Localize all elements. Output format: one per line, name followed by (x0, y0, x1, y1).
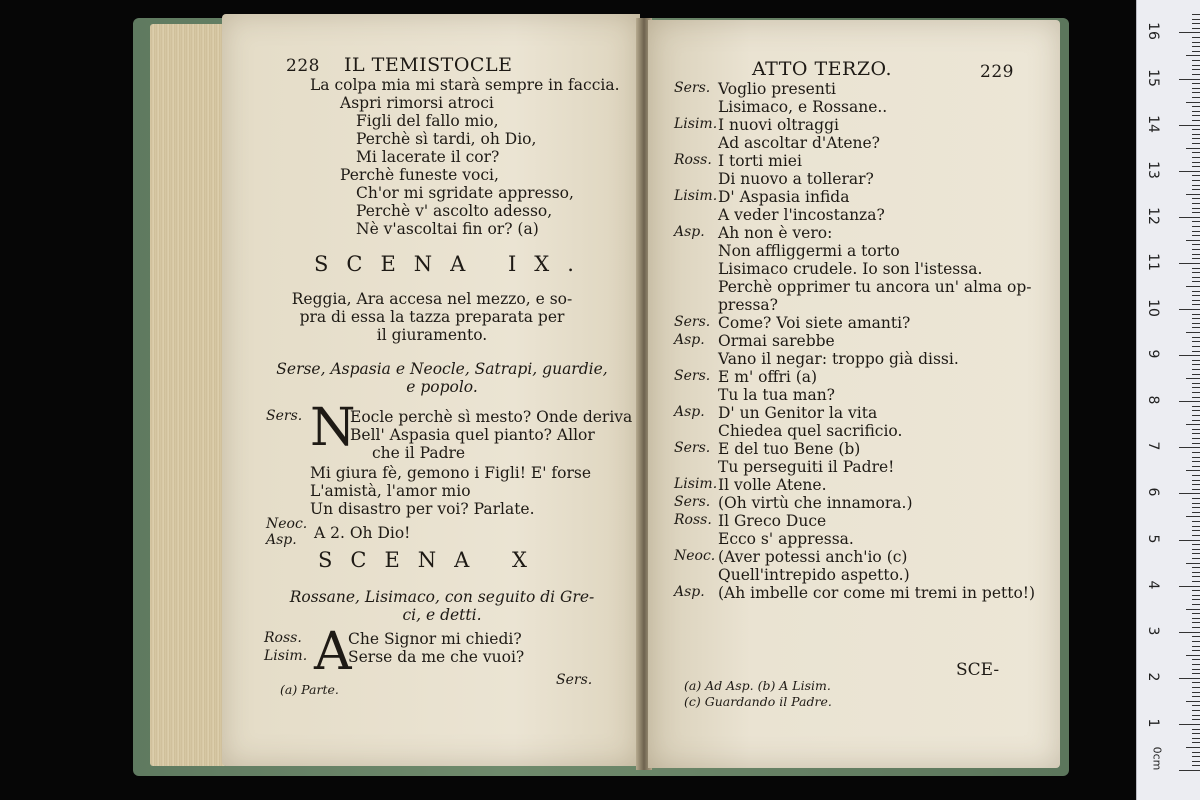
ruler-tick (1179, 79, 1200, 80)
ruler-tick (1192, 752, 1200, 753)
ruler-tick (1192, 318, 1200, 319)
ruler-tick (1192, 235, 1200, 236)
speech-line: Non affliggermi a torto (718, 242, 900, 260)
ruler-tick (1192, 162, 1200, 163)
speaker-label: Asp. (674, 332, 705, 348)
ruler-tick (1192, 622, 1200, 623)
ruler-tick (1179, 586, 1200, 587)
ruler-tick (1186, 747, 1200, 748)
ruler-tick (1192, 567, 1200, 568)
speech-line: (Oh virtù che innamora.) (718, 494, 913, 512)
speaker-label: Ross. (264, 630, 302, 646)
speech-line: Lisimaco, e Rossane.. (718, 98, 888, 116)
ruler-tick (1192, 696, 1200, 697)
speech-line: Ormai sarebbe (718, 332, 835, 350)
speech-line: (Aver potessi anch'io (c) (718, 548, 908, 566)
ruler-tick (1192, 761, 1200, 762)
ruler-tick (1186, 148, 1200, 149)
speaker-label: Lisim. (264, 648, 308, 664)
ruler-tick (1192, 19, 1200, 20)
page-edges (150, 24, 225, 766)
ruler-tick (1192, 226, 1200, 227)
ruler-tick (1192, 268, 1200, 269)
ruler-tick (1192, 92, 1200, 93)
speech-line: Chiedea quel sacrificio. (718, 422, 903, 440)
ruler-tick (1192, 74, 1200, 75)
ruler-tick (1179, 678, 1200, 679)
speech-line: Vano il negar: troppo già dissi. (718, 350, 959, 368)
ruler-tick (1192, 503, 1200, 504)
ruler-tick (1192, 475, 1200, 476)
ruler-tick (1192, 729, 1200, 730)
speech-line: D' un Genitor la vita (718, 404, 878, 422)
ruler-tick (1192, 452, 1200, 453)
ruler-tick (1179, 125, 1200, 126)
ruler-tick (1192, 314, 1200, 315)
ruler-tick (1192, 756, 1200, 757)
ruler-tick (1192, 650, 1200, 651)
speech-line: Mi giura fè, gemono i Figli! E' forse (310, 464, 592, 482)
ruler-tick (1186, 470, 1200, 471)
left-page-number: 228 (286, 56, 320, 76)
speaker-label: Ross. (674, 152, 712, 168)
ruler-tick (1192, 383, 1200, 384)
speaker-label: Asp. (674, 404, 705, 420)
speech-line: Il Greco Duce (718, 512, 827, 530)
speech-line: Di nuovo a tollerar? (718, 170, 874, 188)
ruler-tick (1192, 208, 1200, 209)
ruler-tick (1192, 512, 1200, 513)
aria-line: Mi lacerate il cor? (356, 148, 500, 166)
ruler-tick (1192, 258, 1200, 259)
ruler-tick (1186, 701, 1200, 702)
ruler-tick (1192, 28, 1200, 29)
ruler-tick (1192, 457, 1200, 458)
ruler-number: 1 (1145, 718, 1161, 728)
ruler-tick (1192, 327, 1200, 328)
ruler-number: 5 (1145, 534, 1161, 543)
ruler-tick (1186, 102, 1200, 103)
ruler-tick (1186, 55, 1200, 56)
ruler-tick (1192, 304, 1200, 305)
speech-line: Il volle Atene. (718, 476, 827, 494)
ruler-tick (1179, 171, 1200, 172)
cast-line: e popolo. (406, 378, 478, 396)
ruler-tick (1192, 51, 1200, 52)
ruler-tick (1192, 443, 1200, 444)
ruler-number: 15 (1145, 68, 1161, 87)
ruler-tick (1179, 263, 1200, 264)
ruler-tick (1192, 765, 1200, 766)
ruler-tick (1192, 351, 1200, 352)
ruler-tick (1192, 138, 1200, 139)
ruler-tick (1192, 692, 1200, 693)
speaker-label: Ross. (674, 512, 712, 528)
speech-line: Serse da me che vuoi? (348, 648, 525, 666)
ruler-tick (1192, 143, 1200, 144)
ruler-tick (1192, 231, 1200, 232)
speech-line: I nuovi oltraggi (718, 116, 839, 134)
ruler-tick (1192, 507, 1200, 508)
speech-line: Ah non è vero: (718, 224, 833, 242)
ruler-tick (1192, 212, 1200, 213)
setting-line: il giuramento. (376, 326, 488, 344)
footnote: (a) Parte. (280, 682, 339, 697)
catchword: SCE- (956, 660, 1000, 680)
speaker-label: Neoc. (674, 548, 716, 564)
ruler-tick (1192, 549, 1200, 550)
ruler-tick (1192, 69, 1200, 70)
ruler-tick (1192, 636, 1200, 637)
ruler-tick (1192, 420, 1200, 421)
ruler-tick (1192, 387, 1200, 388)
ruler-tick (1192, 484, 1200, 485)
ruler-tick (1192, 175, 1200, 176)
speaker-label: Sers. (674, 440, 711, 456)
ruler-tick (1192, 337, 1200, 338)
left-running-head: IL TEMISTOCLE (344, 54, 513, 76)
ruler-tick (1192, 88, 1200, 89)
ruler-tick (1186, 609, 1200, 610)
ruler-number: 13 (1145, 160, 1161, 179)
ruler-tick (1192, 595, 1200, 596)
ruler-tick (1192, 157, 1200, 158)
ruler-tick (1179, 493, 1200, 494)
speech-line: che il Padre (372, 444, 466, 462)
ruler-tick (1192, 364, 1200, 365)
ruler-tick (1192, 42, 1200, 43)
ruler-tick (1192, 742, 1200, 743)
ruler-tick (1192, 115, 1200, 116)
ruler-tick (1192, 480, 1200, 481)
ruler-tick (1192, 738, 1200, 739)
ruler-tick (1192, 553, 1200, 554)
ruler-tick (1192, 646, 1200, 647)
ruler-tick (1192, 23, 1200, 24)
ruler-number: 7 (1145, 441, 1161, 451)
ruler-tick (1192, 341, 1200, 342)
ruler-tick (1192, 618, 1200, 619)
ruler-tick (1186, 424, 1200, 425)
aria-line: Perchè funeste voci, (340, 166, 499, 184)
drop-cap: A (314, 622, 352, 682)
ruler-tick (1192, 180, 1200, 181)
speech-line: Che Signor mi chiedi? (348, 630, 522, 648)
ruler-tick (1192, 120, 1200, 121)
ruler-tick (1186, 655, 1200, 656)
ruler-tick (1186, 516, 1200, 517)
ruler-number: 2 (1145, 672, 1161, 682)
ruler-tick (1192, 659, 1200, 660)
ruler-tick (1179, 401, 1200, 402)
ruler-tick (1192, 244, 1200, 245)
ruler-tick (1192, 576, 1200, 577)
speech-line: Voglio presenti (718, 80, 836, 98)
ruler-tick (1179, 217, 1200, 218)
ruler-tick (1192, 295, 1200, 296)
ruler-tick (1192, 277, 1200, 278)
ruler-tick (1192, 530, 1200, 531)
ruler-tick (1186, 240, 1200, 241)
ruler-tick (1192, 254, 1200, 255)
ruler-tick (1192, 272, 1200, 273)
speech-line: Ad ascoltar d'Atene? (718, 134, 880, 152)
ruler-tick (1192, 581, 1200, 582)
ruler-tick (1179, 770, 1200, 771)
speech-line: Quell'intrepido aspetto.) (718, 566, 910, 584)
ruler-number: 9 (1145, 349, 1161, 359)
ruler-tick (1192, 374, 1200, 375)
ruler-tick (1192, 406, 1200, 407)
ruler-tick (1192, 65, 1200, 66)
speech-line: Come? Voi siete amanti? (718, 314, 911, 332)
ruler-number: 10 (1145, 299, 1161, 317)
ruler-tick (1192, 46, 1200, 47)
speaker-label: Lisim. (674, 116, 718, 132)
ruler-tick (1192, 410, 1200, 411)
ruler-tick (1179, 632, 1200, 633)
ruler-tick (1192, 14, 1200, 15)
setting-line: pra di essa la tazza preparata per (299, 308, 565, 326)
speech-line: A veder l'incostanza? (718, 206, 885, 224)
ruler-tick (1192, 392, 1200, 393)
footnote: (c) Guardando il Padre. (684, 694, 832, 709)
ruler-number: 4 (1145, 580, 1161, 590)
speech-line: Perchè opprimer tu ancora un' alma op- (718, 278, 1032, 296)
ruler-tick (1192, 433, 1200, 434)
ruler-tick (1192, 673, 1200, 674)
speech-line: Tu la tua man? (718, 386, 835, 404)
ruler-tick (1192, 166, 1200, 167)
ruler-tick (1192, 641, 1200, 642)
speaker-label: Sers. (674, 494, 711, 510)
speech-line: Un disastro per voi? Parlate. (310, 500, 535, 518)
ruler-tick (1192, 627, 1200, 628)
ruler-tick (1192, 249, 1200, 250)
ruler-tick (1192, 152, 1200, 153)
ruler-tick (1192, 710, 1200, 711)
speaker-label: Lisim. (674, 476, 718, 492)
ruler-tick (1186, 378, 1200, 379)
ruler-tick (1192, 198, 1200, 199)
ruler-tick (1192, 715, 1200, 716)
ruler-tick (1192, 733, 1200, 734)
speech-line: Ecco s' appressa. (718, 530, 854, 548)
ruler-tick (1192, 535, 1200, 536)
setting-line: Reggia, Ara accesa nel mezzo, e so- (291, 290, 573, 308)
speech-line: Lisimaco crudele. Io son l'istessa. (718, 260, 983, 278)
speaker-label: Lisim. (674, 188, 718, 204)
ruler-tick (1192, 590, 1200, 591)
speaker-label: Sers. (674, 314, 711, 330)
speech-line: L'amistà, l'amor mio (310, 482, 471, 500)
ruler-tick (1192, 572, 1200, 573)
cast-line: ci, e detti. (402, 606, 482, 624)
speech-line: Tu perseguiti il Padre! (718, 458, 895, 476)
ruler-tick (1192, 599, 1200, 600)
speech-line: E m' offri (a) (718, 368, 818, 386)
speaker-label: Asp. (266, 532, 297, 548)
ruler-tick (1192, 291, 1200, 292)
aria-line: Ch'or mi sgridate appresso, (356, 184, 574, 202)
aria-line: La colpa mia mi starà sempre in faccia. (310, 76, 620, 94)
ruler-tick (1192, 323, 1200, 324)
ruler-number: 6 (1145, 487, 1161, 497)
ruler-tick (1192, 189, 1200, 190)
cast-line: Serse, Aspasia e Neocle, Satrapi, guardie, (276, 360, 608, 378)
measuring-ruler (1136, 0, 1200, 800)
ruler-tick (1192, 134, 1200, 135)
ruler-tick (1192, 719, 1200, 720)
ruler-tick (1192, 360, 1200, 361)
speaker-label: Sers. (674, 368, 711, 384)
right-page-number: 229 (980, 62, 1014, 82)
right-page (648, 20, 1060, 768)
ruler-tick (1192, 526, 1200, 527)
right-running-head: ATTO TERZO. (752, 58, 893, 80)
speech-line: (Ah imbelle cor come mi tremi in petto!) (718, 584, 1036, 602)
ruler-tick (1192, 203, 1200, 204)
speech-line: Eocle perchè sì mesto? Onde deriva (350, 408, 633, 426)
aria-line: Perchè sì tardi, oh Dio, (356, 130, 537, 148)
ruler-number: 16 (1145, 22, 1161, 41)
speaker-label: Sers. (266, 408, 303, 424)
ruler-tick (1192, 111, 1200, 112)
ruler-tick (1192, 461, 1200, 462)
ruler-unit: 0cm (1150, 746, 1164, 771)
speech-line: I torti miei (718, 152, 802, 170)
left-page (222, 14, 640, 766)
ruler-tick (1192, 466, 1200, 467)
ruler-tick (1192, 613, 1200, 614)
speech-line: D' Aspasia infida (718, 188, 850, 206)
ruler-tick (1192, 369, 1200, 370)
speech-line: pressa? (718, 296, 778, 314)
speaker-label: Neoc. (266, 516, 308, 532)
ruler-tick (1192, 438, 1200, 439)
ruler-number: 3 (1145, 626, 1161, 636)
aria-line: Perchè v' ascolto adesso, (356, 202, 553, 220)
ruler-tick (1192, 60, 1200, 61)
catchword: Sers. (556, 672, 593, 688)
ruler-tick (1192, 669, 1200, 670)
ruler-number: 14 (1145, 114, 1161, 133)
ruler-tick (1192, 106, 1200, 107)
ruler-tick (1192, 687, 1200, 688)
aria-line: Nè v'ascoltai fin or? (a) (356, 220, 539, 238)
ruler-tick (1192, 300, 1200, 301)
ruler-tick (1192, 558, 1200, 559)
ruler-tick (1192, 521, 1200, 522)
ruler-tick (1192, 705, 1200, 706)
ruler-tick (1192, 185, 1200, 186)
aria-line: Aspri rimorsi atroci (340, 94, 494, 112)
ruler-tick (1192, 221, 1200, 222)
ruler-tick (1179, 355, 1200, 356)
speaker-label: Asp. (674, 584, 705, 600)
scena-ix-title: SCENA IX. (314, 252, 592, 276)
ruler-tick (1192, 664, 1200, 665)
ruler-tick (1192, 397, 1200, 398)
ruler-tick (1179, 540, 1200, 541)
ruler-tick (1179, 447, 1200, 448)
ruler-tick (1192, 489, 1200, 490)
aria-line: Figli del fallo mio, (356, 112, 499, 130)
ruler-tick (1192, 37, 1200, 38)
ruler-tick (1192, 429, 1200, 430)
ruler-tick (1192, 83, 1200, 84)
ruler-tick (1179, 309, 1200, 310)
ruler-tick (1192, 604, 1200, 605)
ruler-tick (1179, 724, 1200, 725)
speech-line: Bell' Aspasia quel pianto? Allor (350, 426, 595, 444)
ruler-tick (1192, 415, 1200, 416)
ruler-tick (1192, 682, 1200, 683)
footnote: (a) Ad Asp. (b) A Lisim. (684, 678, 831, 693)
ruler-tick (1192, 498, 1200, 499)
drop-cap: N (310, 398, 356, 458)
ruler-number: 12 (1145, 206, 1161, 225)
speaker-label: Asp. (674, 224, 705, 240)
ruler-tick (1192, 129, 1200, 130)
ruler-tick (1192, 346, 1200, 347)
cast-line: Rossane, Lisimaco, con seguito di Gre- (289, 588, 595, 606)
speaker-label: Sers. (674, 80, 711, 96)
ruler-tick (1192, 544, 1200, 545)
scena-x-title: SCENA X (318, 548, 545, 572)
speech-line: E del tuo Bene (b) (718, 440, 861, 458)
a2-line: A 2. Oh Dio! (314, 524, 411, 542)
ruler-tick (1186, 286, 1200, 287)
ruler-tick (1186, 563, 1200, 564)
ruler-number: 8 (1145, 395, 1161, 405)
ruler-tick (1192, 97, 1200, 98)
ruler-tick (1192, 281, 1200, 282)
ruler-number: 11 (1145, 253, 1161, 271)
ruler-tick (1186, 194, 1200, 195)
ruler-tick (1179, 32, 1200, 33)
ruler-tick (1186, 332, 1200, 333)
